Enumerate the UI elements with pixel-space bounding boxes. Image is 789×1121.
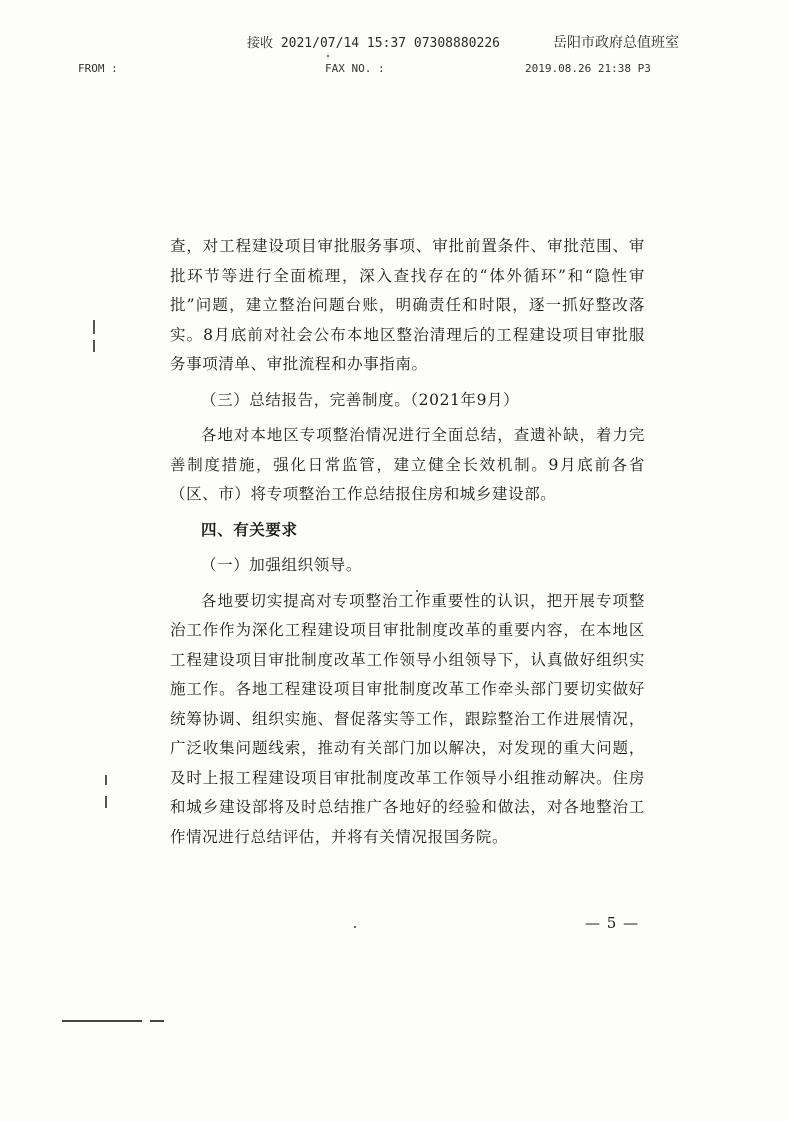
scan-mark [105,775,107,785]
document-body [170,232,645,858]
paragraph-continued: 查，对工程建设项目审批服务事项、审批前置条件、审批范围、审批环节等进行全面梳理，深入查找存在的“体外循环”和“隐性审批”问题，建立整治问题台账，明确责任和时限，逐一抓好整改落实。8月底前对社会公布本地区整治清理后的工程建设项目审批服务事项清单、审批流程和办事指南。 [170,237,645,373]
fax-datetime: 2019.08.26 21:38 P3 [525,62,651,75]
scan-mark [416,590,418,592]
subsection-1-title: （一）加强组织领导。 [201,556,363,574]
scan-mark [150,1020,164,1022]
fax-receive-info: 接收 2021/07/14 15:37 07308880226 [247,36,500,51]
scan-mark [93,340,95,352]
page-number: — 5 — [585,914,640,932]
fax-receive-header [0,32,789,54]
scan-mark [354,926,356,928]
section-4-heading: 四、有关要求 [201,520,298,539]
paragraph-requirements: 各地要切实提高对专项整治工作重要性的认识，把开展专项整治工作作为深化工程建设项目审批制度改革的重要内容，在本地区工程建设项目审批制度改革工作领导小组领导下，认真做好组织实施工作。各地工程建设项目审批制度改革工作牵头部门要切实做好统筹协调、组织实施、督促落实等工作，跟踪整治工作进展情况，广泛收集问题线索，推动有关部门加以解决，对发现的重大问题，及时上报工程建设项目审批制度改革工作领导小组推动解决。住房和城乡建设部将及时总结推广各地好的经验和做法，对各地整治工作情况进行总结评估，并将有关情况报国务院。 [170,591,645,846]
scan-mark [327,55,329,57]
fax-transmission-line [0,62,789,80]
subsection-3-title: （三）总结报告，完善制度。（2021年9月） [201,390,520,409]
paragraph-summary: 各地对本地区专项整治情况进行全面总结，查遗补缺，着力完善制度措施，强化日常监管，建立健全长效机制。9月底前各省（区、市）将专项整治工作总结报住房和城乡建设部。 [170,426,645,503]
scan-mark [62,1020,142,1022]
scan-mark [105,796,107,808]
fax-office-name: 岳阳市政府总值班室 [553,35,679,51]
scan-mark [93,320,95,334]
fax-from: FROM : [78,62,118,75]
fax-number: FAX NO. : [325,62,385,75]
